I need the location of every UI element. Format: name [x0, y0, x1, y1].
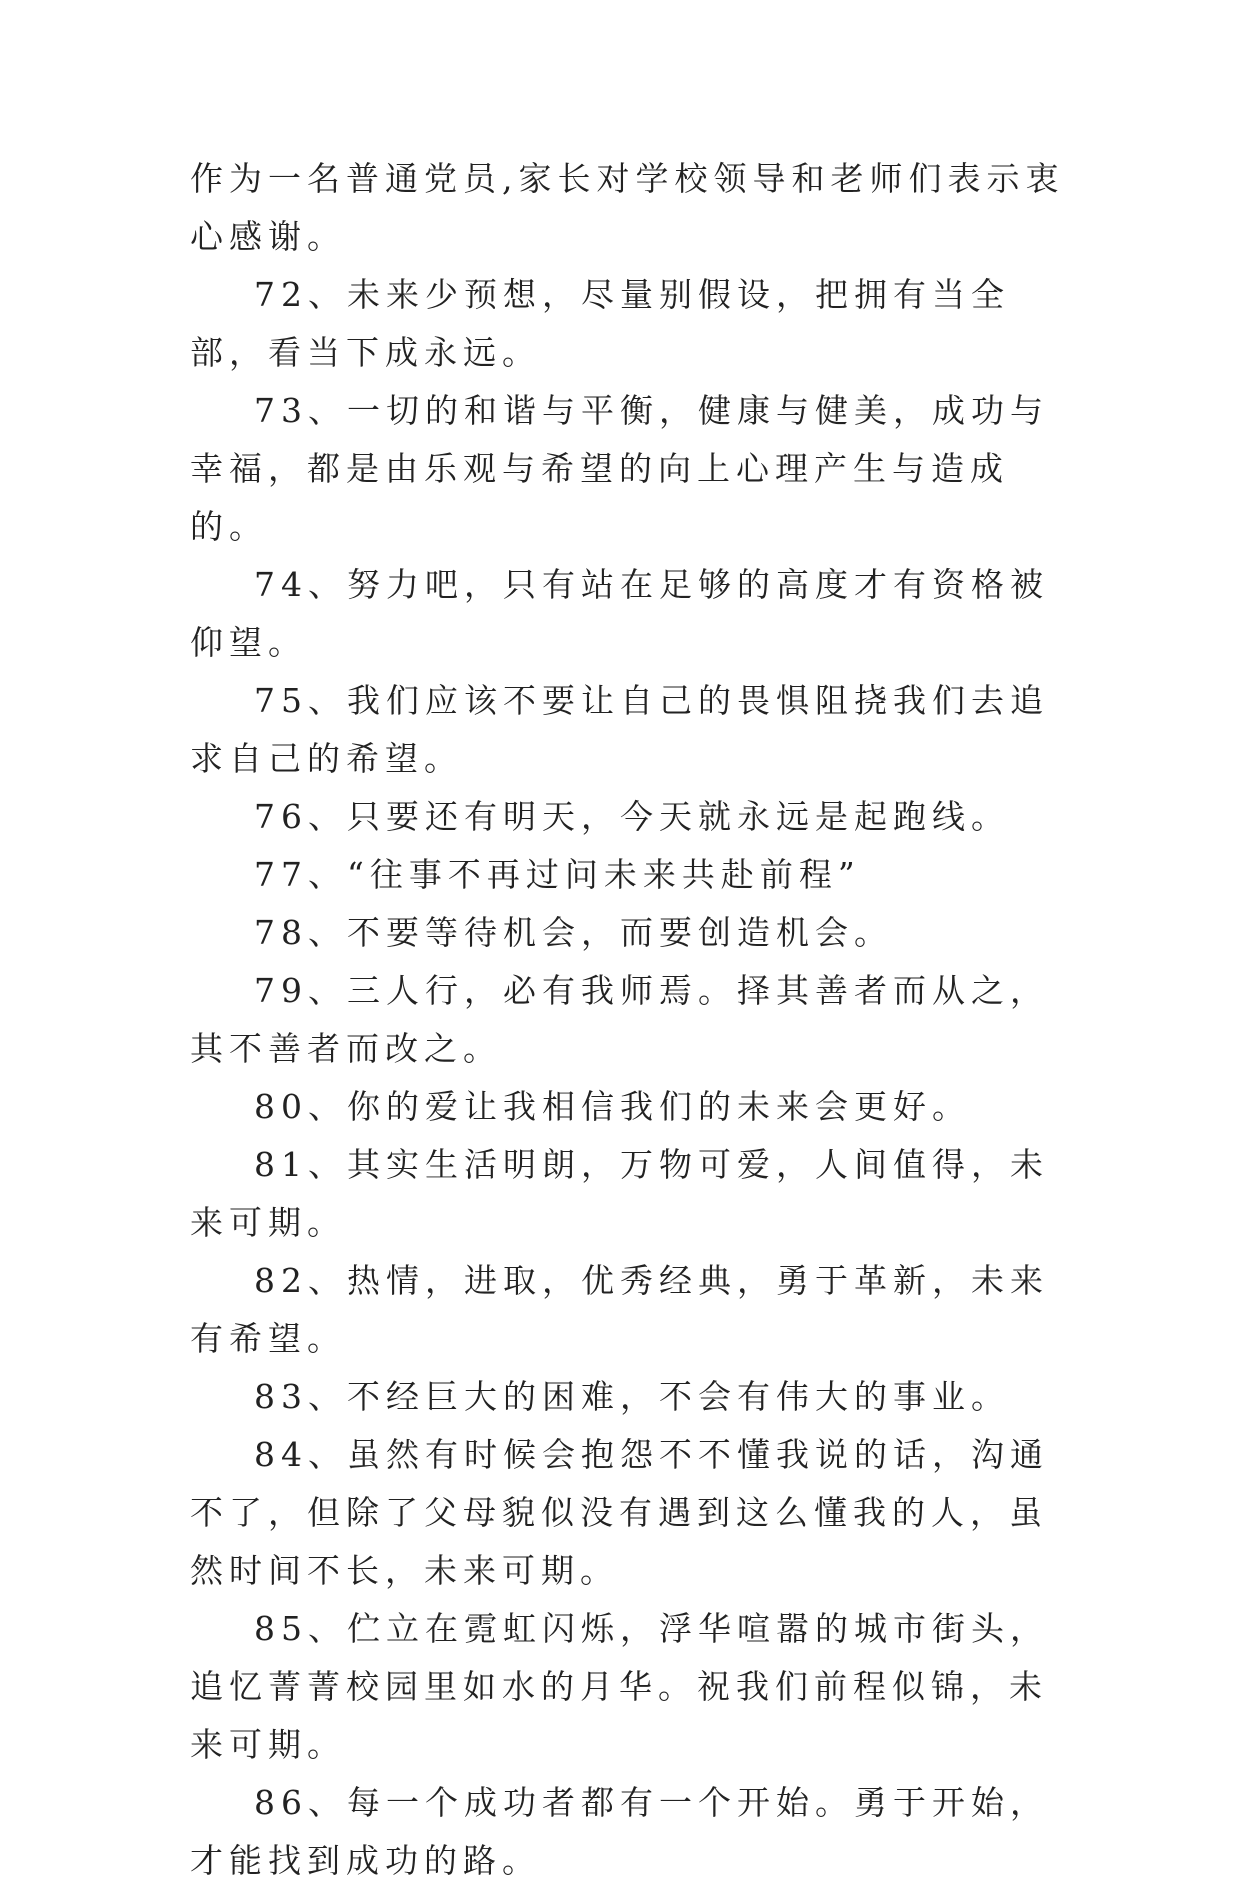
paragraph-73: 73、一切的和谐与平衡，健康与健美，成功与幸福，都是由乐观与希望的向上心理产生与造成的。 [190, 391, 1049, 546]
paragraph-80: 80、你的爱让我相信我们的未来会更好。 [254, 1087, 971, 1126]
paragraph-81: 81、其实生活明朗，万物可爱，人间值得，未来可期。 [190, 1145, 1049, 1242]
paragraph-82: 82、热情，进取，优秀经典，勇于革新，未来有希望。 [190, 1261, 1049, 1358]
paragraph-77: 77、“往事不再过问未来共赴前程” [254, 855, 861, 894]
paragraph-83: 83、不经巨大的困难，不会有伟大的事业。 [254, 1377, 1010, 1416]
document-body [190, 150, 1070, 1890]
paragraph-74: 74、努力吧，只有站在足够的高度才有资格被仰望。 [190, 565, 1049, 662]
paragraph-86: 86、每一个成功者都有一个开始。勇于开始，才能找到成功的路。 [190, 1783, 1049, 1880]
paragraph-79: 79、三人行，必有我师焉。择其善者而从之，其不善者而改之。 [190, 971, 1049, 1068]
paragraph-78: 78、不要等待机会，而要创造机会。 [254, 913, 893, 952]
paragraph-85: 85、伫立在霓虹闪烁，浮华喧嚣的城市街头，追忆菁菁校园里如水的月华。祝我们前程似锦，未来可期。 [190, 1609, 1049, 1764]
paragraph-76: 76、只要还有明天，今天就永远是起跑线。 [254, 797, 1010, 836]
paragraph-intro: 作为一名普通党员,家长对学校领导和老师们表示衷心感谢。 [190, 159, 1065, 256]
paragraph-72: 72、未来少预想，尽量别假设，把拥有当全部，看当下成永远。 [190, 275, 1010, 372]
paragraph-75: 75、我们应该不要让自己的畏惧阻挠我们去追求自己的希望。 [190, 681, 1049, 778]
paragraph-84: 84、虽然有时候会抱怨不不懂我说的话，沟通不了，但除了父母貌似没有遇到这么懂我的人，虽然时间不长，未来可期。 [190, 1435, 1049, 1590]
